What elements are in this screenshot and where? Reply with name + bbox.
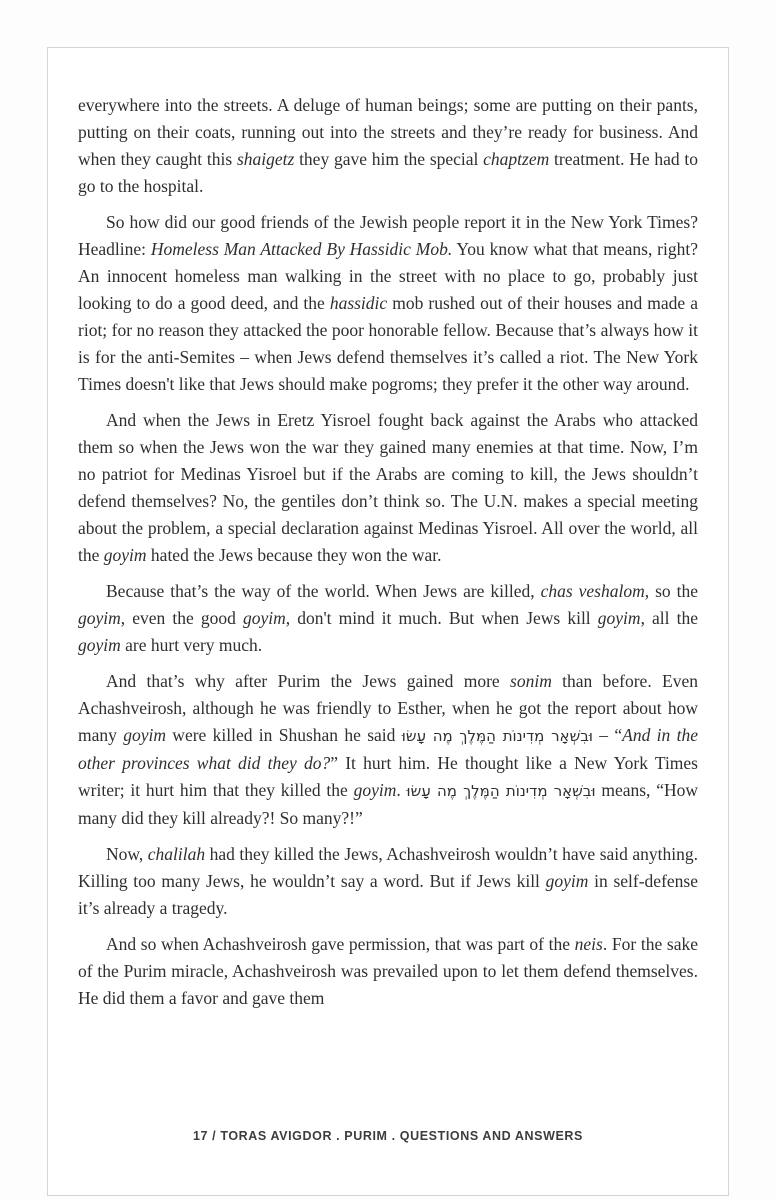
paragraph <box>78 578 698 659</box>
text-run: hated the Jews because they won the war. <box>146 545 442 565</box>
italic-text-run: hassidic <box>329 293 388 313</box>
italic-text-run: goyim <box>78 608 121 628</box>
text-run: Because that’s the way of the world. When Jews are killed, <box>106 581 541 601</box>
italic-text-run: shaigetz <box>236 149 295 169</box>
text-run: in self-defense it’s already a tragedy. <box>78 871 698 918</box>
text-run: treatment. He had to go to the hospital. <box>78 149 698 196</box>
text-run: And that’s why after Purim the Jews gained more <box>106 671 511 691</box>
text-run: had they killed the Jews, Achashveirosh wouldn’t have said anything. Killing too many Jews, he wouldn’t say a word. But if Jews kill <box>78 844 699 891</box>
text-run: – “ <box>592 725 623 745</box>
italic-text-run: goyim <box>123 725 166 745</box>
text-run: everywhere into the streets. A deluge of human beings; some are putting on their pants, putting on their coats, running out into the streets and they’re ready for business. And when they caught this <box>78 95 698 169</box>
italic-text-run: chalilah <box>147 844 206 864</box>
text-run: And so when Achashveirosh gave permission, that was part of the <box>106 934 575 954</box>
text-run: are hurt very much. <box>120 635 263 655</box>
hebrew-text-run: וּבִשְׁאָר מְדִינוֹת הַמֶּלֶךְ מֶה עָשׂוּ <box>406 782 596 800</box>
text-run: , so the <box>644 581 698 601</box>
text-run: were killed in Shushan he said <box>165 725 402 745</box>
italic-text-run: goyim <box>353 780 397 800</box>
italic-text-run: And in the other provinces what did they do? <box>78 725 698 773</box>
page-footer: 17 / TORAS AVIGDOR . PURIM . QUESTIONS AND ANSWERS <box>193 1129 583 1143</box>
text-run: So how did our good friends of the Jewish people report it in the New York Times? Headline: <box>78 212 698 259</box>
text-run: means, “How many did they kill already?! So many?!” <box>78 780 699 828</box>
text-run: . <box>396 780 407 800</box>
italic-text-run: goyim <box>103 545 147 565</box>
text-run: , don't mind it much. But when Jews kill <box>285 608 598 628</box>
italic-text-run: sonim <box>510 671 552 691</box>
paragraph <box>78 841 698 922</box>
text-run: , even the good <box>120 608 243 628</box>
text-run: than before. Even Achashveirosh, although he was friendly to Esther, when he got the report about how many <box>78 671 698 745</box>
paragraph <box>78 209 698 398</box>
text-run: Now, <box>106 844 148 864</box>
italic-text-run: goyim <box>78 635 121 655</box>
text-run: they gave him the special <box>294 149 484 169</box>
text-run: mob rushed out of their houses and made a riot; for no reason they attacked the poor honorable fellow. Because that’s always how it is for the anti-Semites – when Jews defend themselves it’s called a riot. The New York Times doesn't like that Jews should make pogroms; they prefer it the other way around. <box>78 293 698 394</box>
hebrew-text-run: וּבִשְׁאָר מְדִינוֹת הַמֶּלֶךְ מֶה עָשׂוּ <box>401 727 593 745</box>
italic-text-run: Homeless Man Attacked By Hassidic Mob. <box>150 239 453 259</box>
text-run: ” It hurt him. He thought like a New York Times writer; it hurt him that they killed the <box>78 753 698 800</box>
italic-text-run: goyim <box>545 871 589 891</box>
page-body <box>78 92 698 1012</box>
text-run: And when the Jews in Eretz Yisroel fought back against the Arabs who attacked them so when the Jews won the war they gained many enemies at that time. Now, I’m no patriot for Medinas Yisroel but if the Arabs are coming to kill, the Jews shouldn’t defend themselves? No, the gentiles don’t think so. The U.N. makes a special meeting about the problem, a special declaration against Medinas Yisroel. All over the world, all the <box>78 410 698 565</box>
book-page <box>47 47 729 1196</box>
paragraph <box>78 92 698 200</box>
italic-text-run: goyim <box>597 608 641 628</box>
italic-text-run: chaptzem <box>483 149 550 169</box>
text-run: . For the sake of the Purim miracle, Achashveirosh was prevailed upon to let them defend themselves. He did them a favor and gave them <box>78 934 698 1008</box>
text-run: , all the <box>640 608 699 628</box>
paragraph <box>78 931 698 1012</box>
paragraph <box>78 407 698 569</box>
italic-text-run: goyim <box>242 608 286 628</box>
italic-text-run: chas veshalom <box>540 581 645 601</box>
text-run: You know what that means, right? An innocent homeless man walking in the street with no place to go, probably just looking to do a good deed, and the <box>78 239 698 313</box>
paragraph <box>78 668 698 832</box>
italic-text-run: neis <box>574 934 603 954</box>
